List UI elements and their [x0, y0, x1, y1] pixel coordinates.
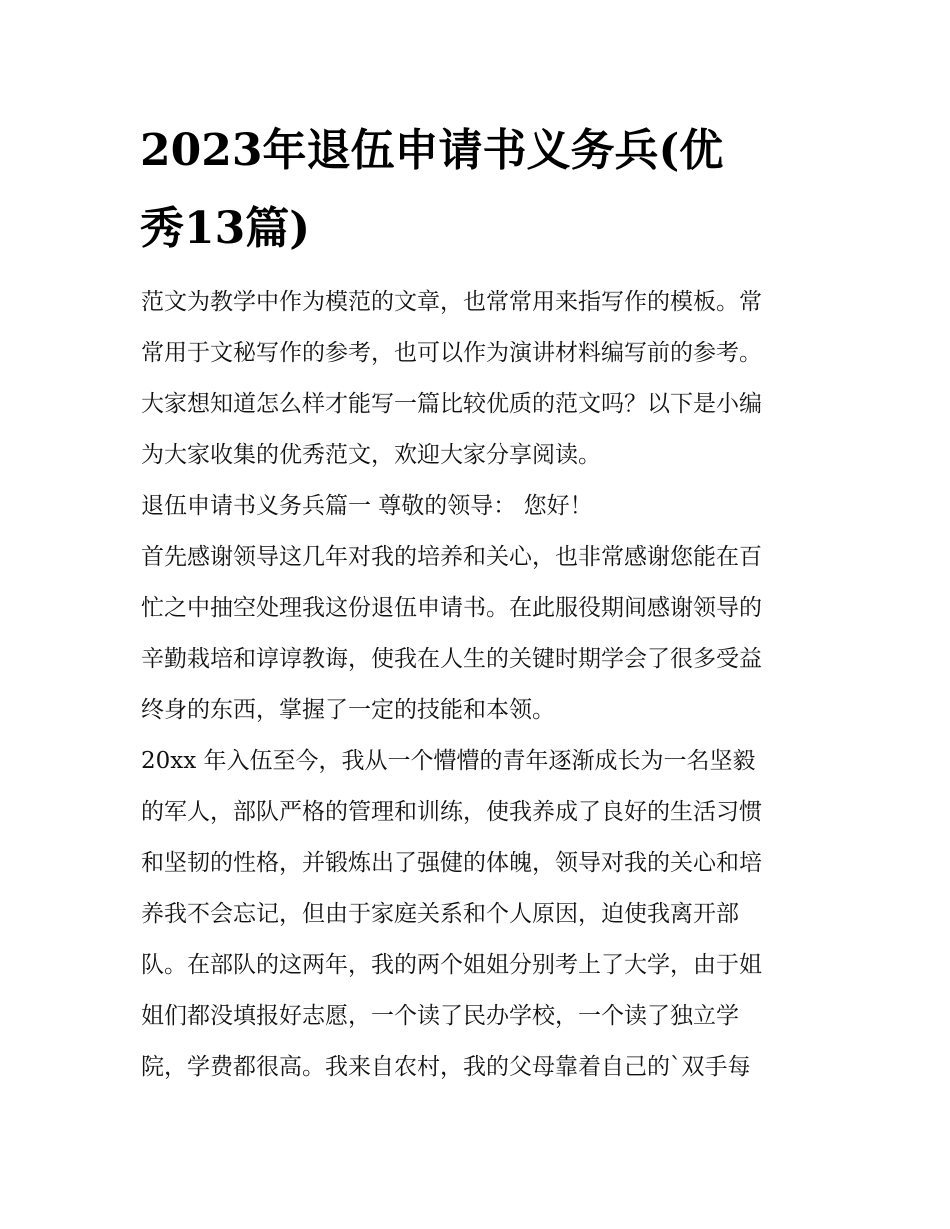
paragraph-line: 20xx 年入伍至今，我从一个懵懵的青年逐渐成长为一名坚毅	[141, 748, 756, 774]
paragraph-line: 大家想知道怎么样才能写一篇比较优质的范文吗？以下是小编	[141, 391, 762, 417]
section-heading-line: 退伍申请书义务兵篇一 尊敬的领导： 您好！	[141, 493, 593, 519]
paragraph-line: 院，学费都很高。我来自农村，我的父母靠着自己的`双手每	[141, 1054, 751, 1080]
document-title	[140, 112, 820, 268]
paragraph-line: 养我不会忘记，但由于家庭关系和个人原因，迫使我离开部	[141, 901, 739, 927]
paragraph-line: 队。在部队的这两年，我的两个姐姐分别考上了大学，由于姐	[141, 952, 762, 978]
paragraph-line: 范文为教学中作为模范的文章，也常常用来指写作的模板。常	[141, 289, 762, 315]
paragraph-line: 为大家收集的优秀范文，欢迎大家分享阅读。	[141, 442, 601, 468]
title-line: 2023年退伍申请书义务兵(优	[140, 125, 724, 176]
document-body	[141, 277, 821, 1093]
paragraph-line: 忙之中抽空处理我这份退伍申请书。在此服役期间感谢领导的	[141, 595, 762, 621]
title-line: 秀13篇)	[140, 203, 311, 254]
paragraph-line: 辛勤栽培和谆谆教诲，使我在人生的关键时期学会了很多受益	[141, 646, 762, 672]
paragraph-line: 的军人，部队严格的管理和训练，使我养成了良好的生活习惯	[141, 799, 762, 825]
paragraph-line: 首先感谢领导这几年对我的培养和关心，也非常感谢您能在百	[141, 544, 762, 570]
paragraph-line: 常用于文秘写作的参考，也可以作为演讲材料编写前的参考。	[141, 340, 762, 366]
paragraph-line: 和坚韧的性格，并锻炼出了强健的体魄，领导对我的关心和培	[141, 850, 762, 876]
paragraph-line: 姐们都没填报好志愿，一个读了民办学校，一个读了独立学	[141, 1003, 739, 1029]
paragraph-line: 终身的东西，掌握了一定的技能和本领。	[141, 697, 555, 723]
